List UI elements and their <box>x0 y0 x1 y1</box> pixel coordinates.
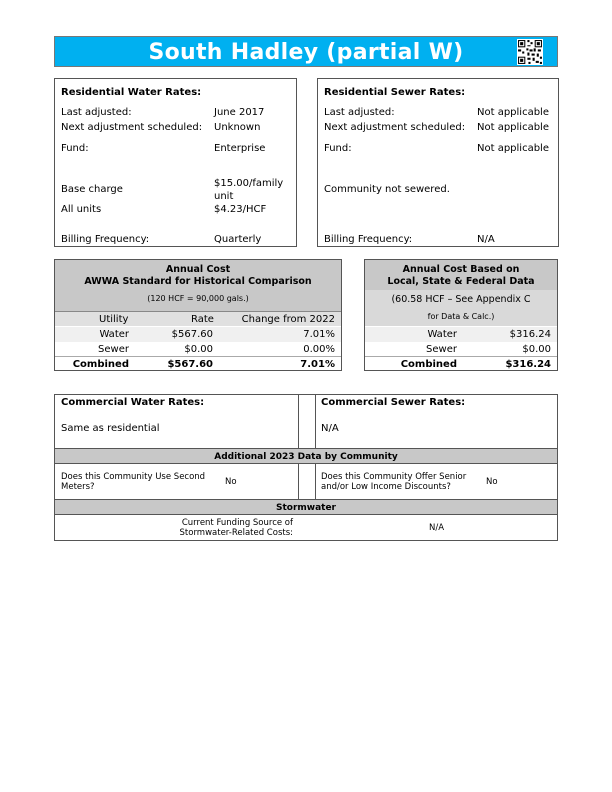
second-meters-question-1: Does this Community Use Second <box>61 472 206 482</box>
water-base-charge-value-1: $15.00/family <box>214 178 284 189</box>
utility-cell: Sewer <box>426 344 457 355</box>
local-cost-subtitle-1: (60.58 HCF – See Appendix C <box>391 294 531 305</box>
utility-cell: Sewer <box>98 344 129 355</box>
stormwater-band: Stormwater <box>55 499 557 515</box>
water-all-units-label: All units <box>61 204 102 215</box>
annual-cost-local-table <box>364 259 558 371</box>
table-row <box>55 342 341 357</box>
sewer-next-adjustment-label: Next adjustment scheduled: <box>324 122 466 133</box>
annual-cost-title-1: Annual Cost <box>165 264 231 275</box>
utility-cell: Combined <box>400 359 457 370</box>
change-cell: 7.01% <box>300 359 335 370</box>
annual-cost-column-headers <box>55 311 341 326</box>
second-meters-question-2: Meters? <box>61 482 95 492</box>
table-row-total <box>55 356 341 371</box>
sewer-last-adjusted-value: Not applicable <box>477 107 549 118</box>
water-last-adjusted-label: Last adjusted: <box>61 107 132 118</box>
residential-sewer-box <box>317 78 559 247</box>
table-row <box>365 342 557 357</box>
table-row-total <box>365 356 557 371</box>
col-change: Change from 2022 <box>241 314 335 325</box>
sewer-note: Community not sewered. <box>324 184 450 195</box>
local-cost-subheader <box>365 290 557 326</box>
local-cost-header <box>365 260 557 290</box>
commercial-section <box>54 394 558 541</box>
water-last-adjusted-value: June 2017 <box>214 107 265 118</box>
annual-cost-header <box>55 260 341 311</box>
sewer-billing-label: Billing Frequency: <box>324 234 413 245</box>
residential-sewer-heading: Residential Sewer Rates: <box>324 87 466 98</box>
change-cell: 0.00% <box>303 344 335 355</box>
water-base-charge-value-2: unit <box>214 191 234 202</box>
table-row <box>365 327 557 342</box>
sewer-last-adjusted-label: Last adjusted: <box>324 107 395 118</box>
local-cost-title-1: Annual Cost Based on <box>402 264 520 275</box>
commercial-sewer-value: N/A <box>321 423 339 434</box>
utility-cell: Combined <box>72 359 129 370</box>
commercial-water-value: Same as residential <box>61 423 160 434</box>
table-row <box>55 327 341 342</box>
sewer-fund-label: Fund: <box>324 143 352 154</box>
divider <box>315 395 316 448</box>
rate-cell: $316.24 <box>509 329 551 340</box>
water-next-adjustment-label: Next adjustment scheduled: <box>61 122 203 133</box>
discounts-question-1: Does this Community Offer Senior <box>321 472 467 482</box>
water-fund-value: Enterprise <box>214 143 266 154</box>
discounts-answer: No <box>486 477 498 487</box>
annual-cost-title-2: AWWA Standard for Historical Comparison <box>84 276 312 287</box>
additional-data-band: Additional 2023 Data by Community <box>55 448 557 464</box>
annual-cost-subtitle: (120 HCF = 90,000 gals.) <box>147 294 249 303</box>
stormwater-question-2: Stormwater-Related Costs: <box>179 528 293 538</box>
qr-code-icon <box>517 39 543 65</box>
rate-cell: $0.00 <box>522 344 551 355</box>
water-next-adjustment-value: Unknown <box>214 122 261 133</box>
annual-cost-table <box>54 259 342 371</box>
rate-cell: $316.24 <box>505 359 551 370</box>
water-billing-label: Billing Frequency: <box>61 234 150 245</box>
water-base-charge-label: Base charge <box>61 184 123 195</box>
rate-cell: $567.60 <box>167 359 213 370</box>
second-meters-answer: No <box>225 477 237 487</box>
residential-water-heading: Residential Water Rates: <box>61 87 202 98</box>
commercial-sewer-heading: Commercial Sewer Rates: <box>321 397 466 408</box>
col-rate: Rate <box>191 314 214 325</box>
utility-cell: Water <box>427 329 457 340</box>
commercial-water-heading: Commercial Water Rates: <box>61 397 205 408</box>
discounts-question-2: and/or Low Income Discounts? <box>321 482 451 492</box>
water-all-units-value: $4.23/HCF <box>214 204 267 215</box>
change-cell: 7.01% <box>303 329 335 340</box>
local-cost-title-2: Local, State & Federal Data <box>387 276 535 287</box>
divider <box>298 464 299 499</box>
sewer-next-adjustment-value: Not applicable <box>477 122 549 133</box>
page-header <box>54 36 558 67</box>
sewer-fund-value: Not applicable <box>477 143 549 154</box>
local-cost-subtitle-2: for Data & Calc.) <box>427 312 495 321</box>
water-fund-label: Fund: <box>61 143 89 154</box>
sewer-billing-value: N/A <box>477 234 495 245</box>
stormwater-answer: N/A <box>429 523 445 533</box>
rate-cell: $0.00 <box>184 344 213 355</box>
stormwater-question-1: Current Funding Source of <box>181 518 293 528</box>
water-billing-value: Quarterly <box>214 234 262 245</box>
utility-cell: Water <box>99 329 129 340</box>
rate-cell: $567.60 <box>171 329 213 340</box>
residential-water-box <box>54 78 297 247</box>
divider <box>315 464 316 499</box>
page-title: South Hadley (partial W) <box>148 40 464 65</box>
divider <box>298 395 299 448</box>
col-utility: Utility <box>99 314 129 325</box>
